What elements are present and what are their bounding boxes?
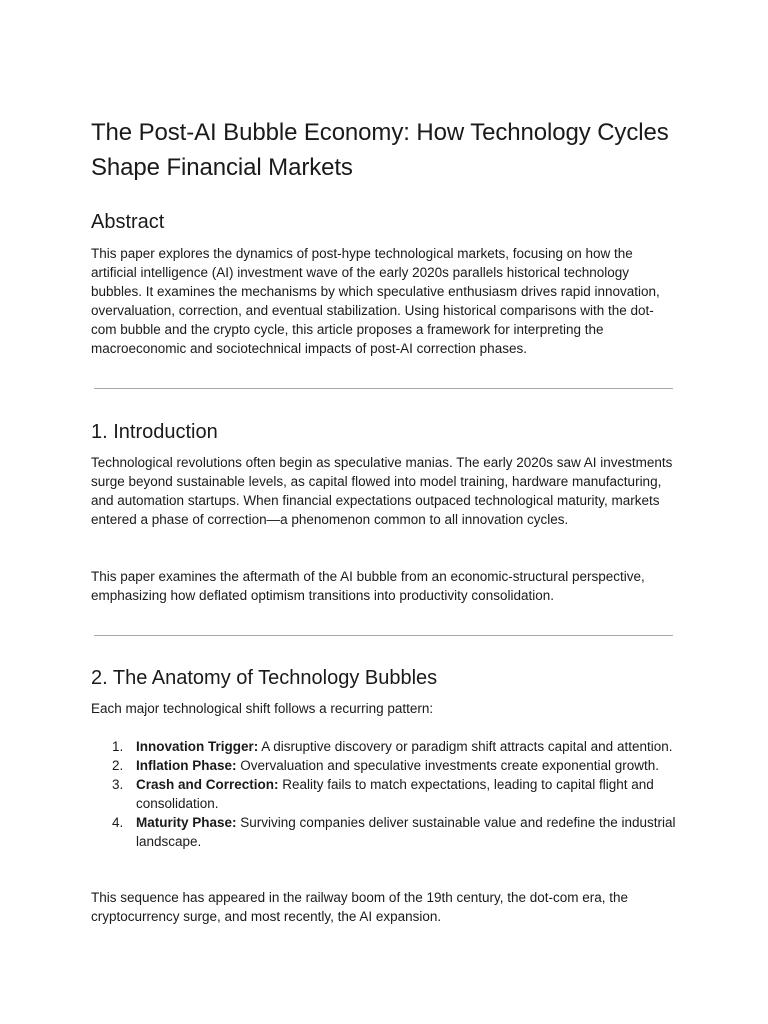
introduction-paragraph: Technological revolutions often begin as speculative manias. The early 2020s saw AI investments surge beyond sustainable levels, as capital flowed into model training, hardware manufacturing, and automation startups. When financial expectations outpaced technological maturity, markets entered a phase of correction—a phenomenon common to all innovation cycles.: [91, 455, 673, 527]
list-item-text: Surviving companies deliver sustainable value and redefine the industrial landscape.: [136, 815, 676, 849]
list-item: [91, 737, 677, 756]
abstract-heading: Abstract: [91, 211, 165, 233]
list-item-number: 2.: [112, 758, 124, 773]
list-item-number: 4.: [112, 815, 124, 830]
document-title: The Post-AI Bubble Economy: How Technology Cycles Shape Financial Markets: [91, 119, 669, 181]
list-item-text: A disruptive discovery or paradigm shift attracts capital and attention.: [258, 739, 673, 754]
list-item: [91, 756, 677, 775]
anatomy-intro: Each major technological shift follows a recurring pattern:: [91, 701, 434, 716]
abstract-text: This paper explores the dynamics of post-hype technological markets, focusing on how the artificial intelligence (AI) investment wave of the early 2020s parallels historical technology bubbles. It examines the mechanisms by which speculative enthusiasm drives rapid innovation, overvaluation, correction, and eventual stabilization. Using historical comparisons with the dot-com bubble and the crypto cycle, this article proposes a framework for interpreting the macroeconomic and sociotechnical impacts of post-AI correction phases.: [91, 246, 660, 356]
introduction-heading: 1. Introduction: [91, 421, 218, 443]
list-item-term: Inflation Phase:: [136, 758, 237, 773]
list-item-term: Crash and Correction:: [136, 777, 279, 792]
list-item: [91, 813, 677, 851]
list-item-number: 1.: [112, 739, 124, 754]
list-item-text: Overvaluation and speculative investments create exponential growth.: [236, 758, 660, 773]
introduction-paragraph: This paper examines the aftermath of the AI bubble from an economic-structural perspective, emphasizing how deflated optimism transitions into productivity consolidation.: [91, 569, 645, 603]
list-item-number: 3.: [112, 777, 124, 792]
anatomy-closing: This sequence has appeared in the railway boom of the 19th century, the dot-com era, the cryptocurrency surge, and most recently, the AI expansion.: [91, 890, 629, 924]
bubble-phase-list: [91, 737, 677, 851]
list-item-text: Reality fails to match expectations, leading to capital flight and consolidation.: [136, 777, 654, 811]
section-divider: [94, 388, 673, 389]
list-item-term: Maturity Phase:: [136, 815, 237, 830]
section-divider: [94, 635, 673, 636]
list-item-term: Innovation Trigger:: [136, 739, 259, 754]
list-item: [91, 775, 677, 813]
anatomy-heading: 2. The Anatomy of Technology Bubbles: [91, 667, 438, 689]
